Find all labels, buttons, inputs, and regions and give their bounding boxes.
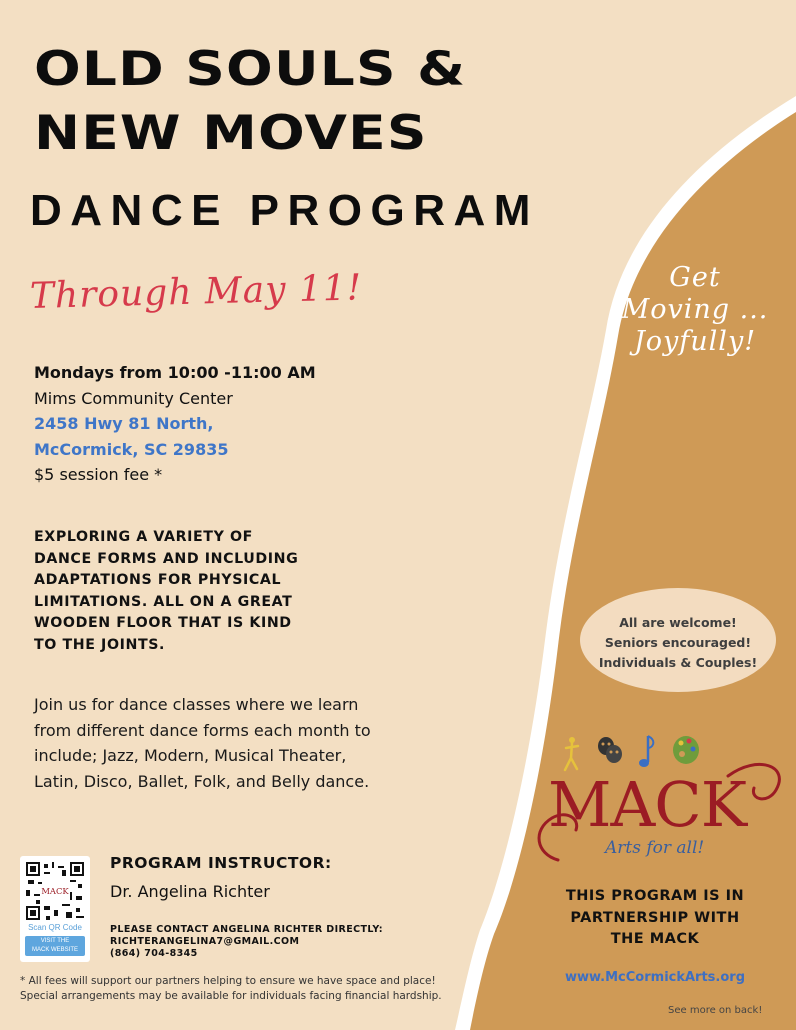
tagline: Get Moving ... Joyfully! — [621, 262, 769, 357]
event-details — [34, 360, 316, 488]
welcome-badge: All are welcome! Seniors encouraged! Individuals & Couples! — [580, 588, 776, 692]
qr-code-icon — [26, 862, 84, 920]
address-line-1[interactable]: 2458 Hwy 81 North, — [34, 414, 214, 433]
instructor-name: Dr. Angelina Richter — [110, 882, 270, 901]
footnote: * All fees will support our partners helping to ensure we have space and place! Special arrangements may be available for individuals facing financial hardship. — [20, 975, 442, 1002]
schedule: Mondays from 10:00 -11:00 AM — [34, 363, 316, 382]
date-banner: Through May 11! — [29, 267, 363, 317]
title-line-2: NEW MOVES — [34, 106, 428, 161]
see-more-note: See more on back! — [668, 1005, 763, 1016]
website-link[interactable]: www.McCormickArts.org — [564, 970, 746, 985]
partnership-text: THIS PROGRAM IS IN PARTNERSHIP WITH THE MACK — [565, 888, 745, 947]
venue: Mims Community Center — [34, 388, 233, 408]
exploring-text: EXPLORING A VARIETY OF DANCE FORMS AND INCLUDING ADAPTATIONS FOR PHYSICAL LIMITATIONS. ALL ON A GREAT WOODEN FLOOR THAT IS KIND TO THE JOINTS. — [34, 529, 299, 653]
session-fee: $5 session fee * — [34, 465, 163, 484]
join-text: Join us for dance classes where we learn from different dance forms each month to include; Jazz, Modern, Musical Theater, Latin, Disco, Ballet, Folk, and Belly dance. — [34, 695, 371, 791]
instructor-heading: PROGRAM INSTRUCTOR: — [110, 854, 332, 872]
mack-logo-tagline: Arts for all! — [605, 838, 705, 858]
qr-scan-label: Scan QR Code — [28, 923, 82, 932]
svg-text:MACK: MACK — [41, 886, 69, 896]
subtitle: DANCE PROGRAM — [30, 186, 539, 235]
title-line-1: OLD SOULS & — [34, 42, 467, 97]
address-line-2[interactable]: McCormick, SC 29835 — [34, 439, 229, 459]
visit-website-button[interactable]: VISIT THE MACK WEBSITE — [25, 936, 85, 956]
mack-logo-word: MACK — [548, 768, 747, 841]
instructor-contact[interactable]: PLEASE CONTACT ANGELINA RICHTER DIRECTLY: RICHTERANGELINA7@GMAIL.COM (864) 704-8345 — [110, 924, 384, 959]
qr-code-card[interactable] — [20, 856, 90, 962]
